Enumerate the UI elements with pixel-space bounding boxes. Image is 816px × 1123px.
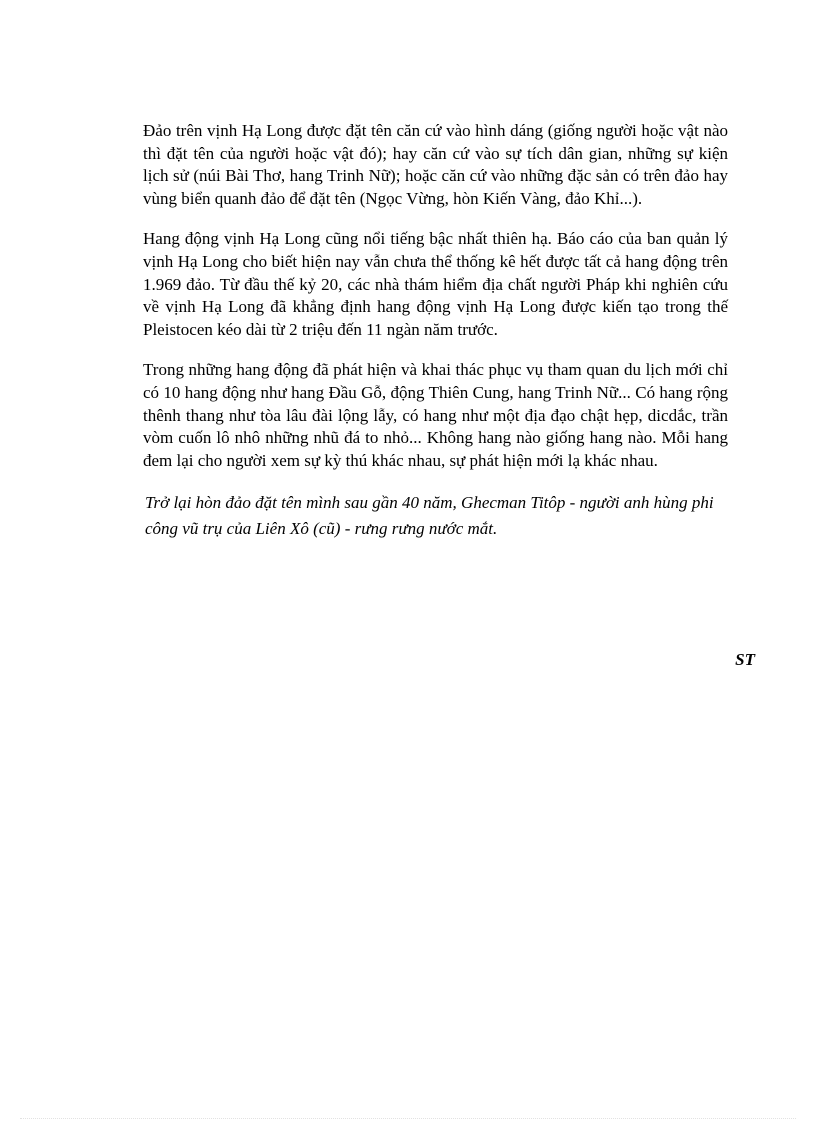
author-signature: ST [735, 650, 755, 669]
paragraph-caves-overview: Hang động vịnh Hạ Long cũng nổi tiếng bậc nhất thiên hạ. Báo cáo của ban quản lý vịnh Hạ Long cho biết hiện nay vẫn chưa thể thống kê hết được tất cả hang động trên 1.969 đảo. Từ đầu thế kỷ 20, các nhà thám hiểm địa chất người Pháp khi nghiên cứu về vịnh Hạ Long đã khẳng định hang động vịnh Hạ Long được kiến tạo trong thế Pleistocen kéo dài từ 2 triệu đến 11 ngàn năm trước. [143, 229, 728, 339]
page-bottom-rule [20, 1118, 796, 1119]
quote-titov: Trở lại hòn đảo đặt tên mình sau gần 40 năm, Ghecman Titôp - người anh hùng phi công vũ trụ của Liên Xô (cũ) - rưng rưng nước mắt. [145, 493, 714, 539]
document-body [143, 120, 728, 542]
paragraph-discovered-caves: Trong những hang động đã phát hiện và khai thác phục vụ tham quan du lịch mới chỉ có 10 hang động như hang Đầu Gỗ, động Thiên Cung, hang Trinh Nữ... Có hang rộng thênh thang như tòa lâu đài lộng lẫy, có hang như một địa đạo chật hẹp, dicdắc, trần vòm cuốn lô nhô những nhũ đá to nhỏ... Không hang nào giống hang nào. Mỗi hang đem lại cho người xem sự kỳ thú khác nhau, sự phát hiện mới lạ khác nhau. [143, 360, 728, 470]
paragraph-island-naming: Đảo trên vịnh Hạ Long được đặt tên căn cứ vào hình dáng (giống người hoặc vật nào thì đặt tên của người hoặc vật đó); hay căn cứ vào sự tích dân gian, những sự kiện lịch sử (núi Bài Thơ, hang Trinh Nữ); hoặc căn cứ vào những đặc sản có trên đảo hay vùng biển quanh đảo để đặt tên (Ngọc Vừng, hòn Kiến Vàng, đảo Khỉ...). [143, 121, 728, 208]
